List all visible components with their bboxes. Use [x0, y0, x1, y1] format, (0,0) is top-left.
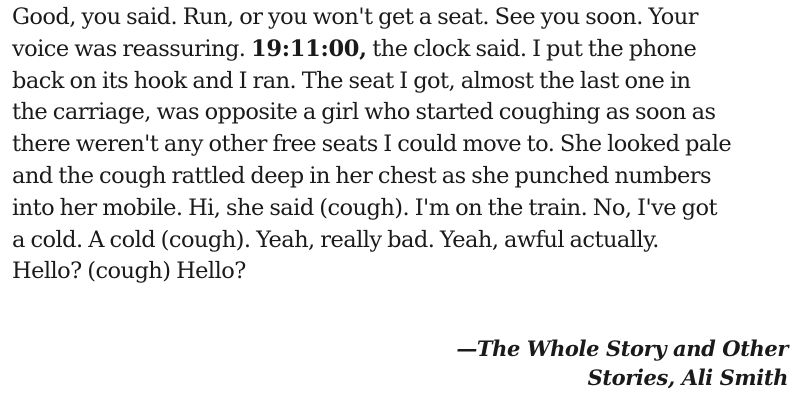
passage-line: Hello? (cough) Hello?: [12, 258, 246, 285]
passage-text: voice was reassuring.: [12, 35, 252, 62]
passage-line: and the cough rattled deep in her chest as she punched numbers: [12, 162, 711, 189]
passage-line: [12, 34, 792, 66]
passage-line: the carriage, was opposite a girl who started coughing as soon as: [12, 99, 716, 126]
passage-text: the clock said. I put the phone: [366, 35, 697, 62]
quote-attribution: [456, 334, 788, 392]
quote-passage: [12, 2, 792, 288]
passage-line: a cold. A cold (cough). Yeah, really bad. Yeah, awful actually.: [12, 226, 659, 253]
attribution-line: —The Whole Story and Other: [456, 336, 788, 361]
passage-line: back on its hook and I ran. The seat I got, almost the last one in: [12, 67, 691, 94]
passage-line: into her mobile. Hi, she said (cough). I'm on the train. No, I've got: [12, 194, 717, 221]
passage-line: Good, you said. Run, or you won't get a seat. See you soon. Your: [12, 4, 698, 30]
attribution-line: Stories, Ali Smith: [587, 365, 788, 390]
clock-time: 19:11:00,: [251, 35, 367, 62]
passage-line: there weren't any other free seats I could move to. She looked pale: [12, 131, 732, 158]
